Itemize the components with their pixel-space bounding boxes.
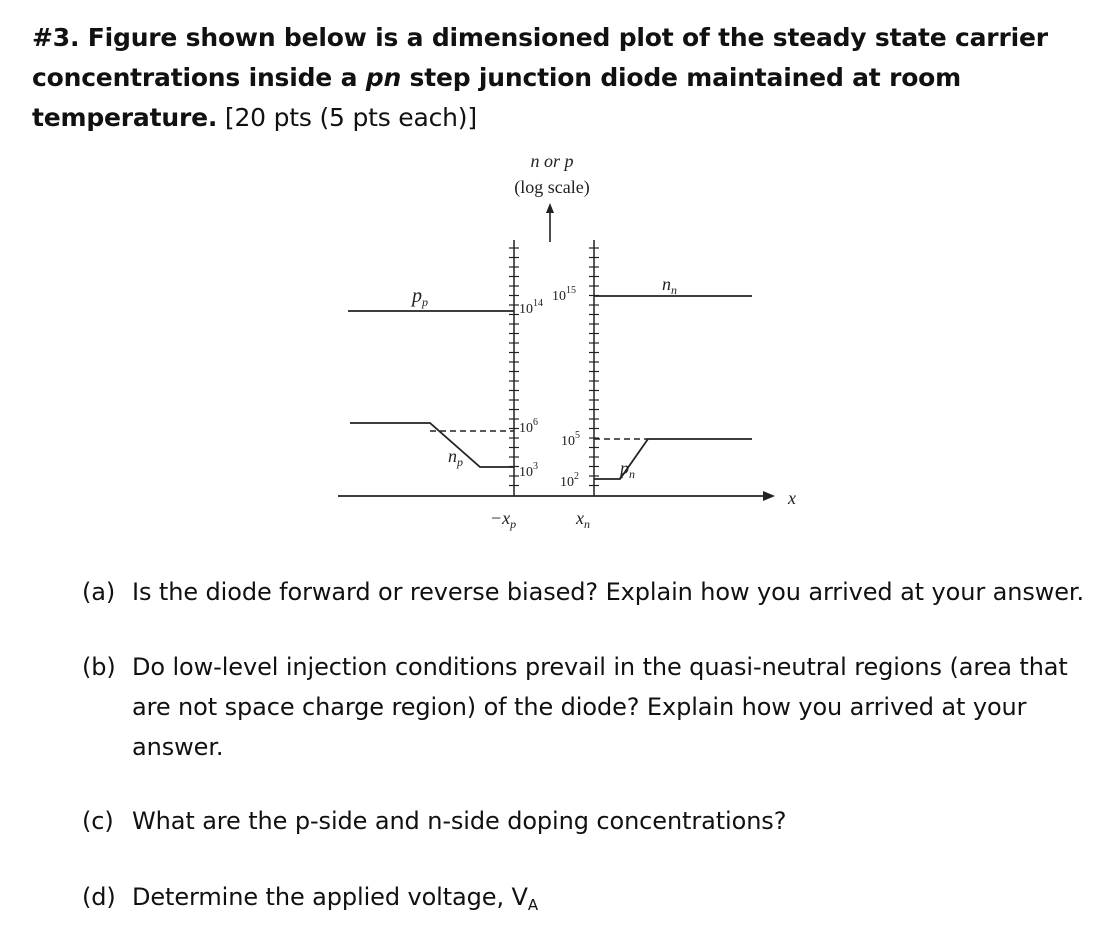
label-np: $n_p$ xyxy=(448,446,463,469)
problem-number: #3. xyxy=(32,23,80,52)
question-b-text-2: are not space charge region) of the diode? Explain how you arrived at your xyxy=(132,693,1027,721)
tick-1e6: $10^6$ xyxy=(519,417,538,436)
label-xn: $x_n$ xyxy=(576,508,590,531)
question-a xyxy=(82,572,1084,612)
right-ticked-axis xyxy=(589,240,599,496)
question-c xyxy=(82,801,786,841)
x-axis-label: x xyxy=(788,488,796,508)
tick-1e2: $10^2$ xyxy=(560,471,579,490)
question-b-label: (b) xyxy=(82,653,116,681)
question-b-text-1: Do low-level injection conditions prevail in the quasi-neutral regions (area that xyxy=(132,653,1068,681)
problem-text-a: Figure shown below is a dimensioned plot of the steady state carrier concentrations inside a xyxy=(32,23,1048,92)
np-curve xyxy=(350,423,514,467)
ylabel-line1: n or p xyxy=(530,151,574,171)
left-ticked-axis xyxy=(509,240,519,496)
x-axis-arrowhead xyxy=(763,491,775,501)
problem-text-b: step junction diode maintained at room temperature. xyxy=(32,63,961,132)
problem-pn: pn xyxy=(365,63,402,92)
tick-1e15: $10^{15}$ xyxy=(552,285,576,304)
tick-1e14: $10^{14}$ xyxy=(519,298,543,317)
question-c-label: (c) xyxy=(82,807,114,835)
question-d-sub: A xyxy=(527,896,538,914)
question-d-text: Determine the applied voltage, V xyxy=(132,883,528,911)
y-arrowhead xyxy=(546,203,554,213)
figure-svg xyxy=(320,140,800,550)
pn-curve xyxy=(594,439,752,479)
problem-header xyxy=(32,18,1082,138)
question-a-label: (a) xyxy=(82,578,116,606)
label-pn: $p_n$ xyxy=(620,458,635,481)
question-d xyxy=(82,877,538,925)
label-neg-xp: $-x_p$ xyxy=(490,508,517,531)
problem-points: [20 pts (5 pts each)] xyxy=(217,103,477,132)
ylabel-line2: (log scale) xyxy=(514,177,590,197)
label-nn: $n_n$ xyxy=(662,274,677,297)
tick-1e3: $10^3$ xyxy=(519,461,538,480)
question-b xyxy=(82,647,1068,767)
question-a-text: Is the diode forward or reverse biased? Explain how you arrived at your answer. xyxy=(132,578,1085,606)
carrier-concentration-figure xyxy=(320,140,800,550)
question-b-text-3: answer. xyxy=(132,733,224,761)
question-c-text: What are the p-side and n-side doping concentrations? xyxy=(132,807,787,835)
label-pp: $p_p$ xyxy=(412,285,428,309)
tick-1e5: $10^5$ xyxy=(561,430,580,449)
question-d-label: (d) xyxy=(82,883,116,911)
